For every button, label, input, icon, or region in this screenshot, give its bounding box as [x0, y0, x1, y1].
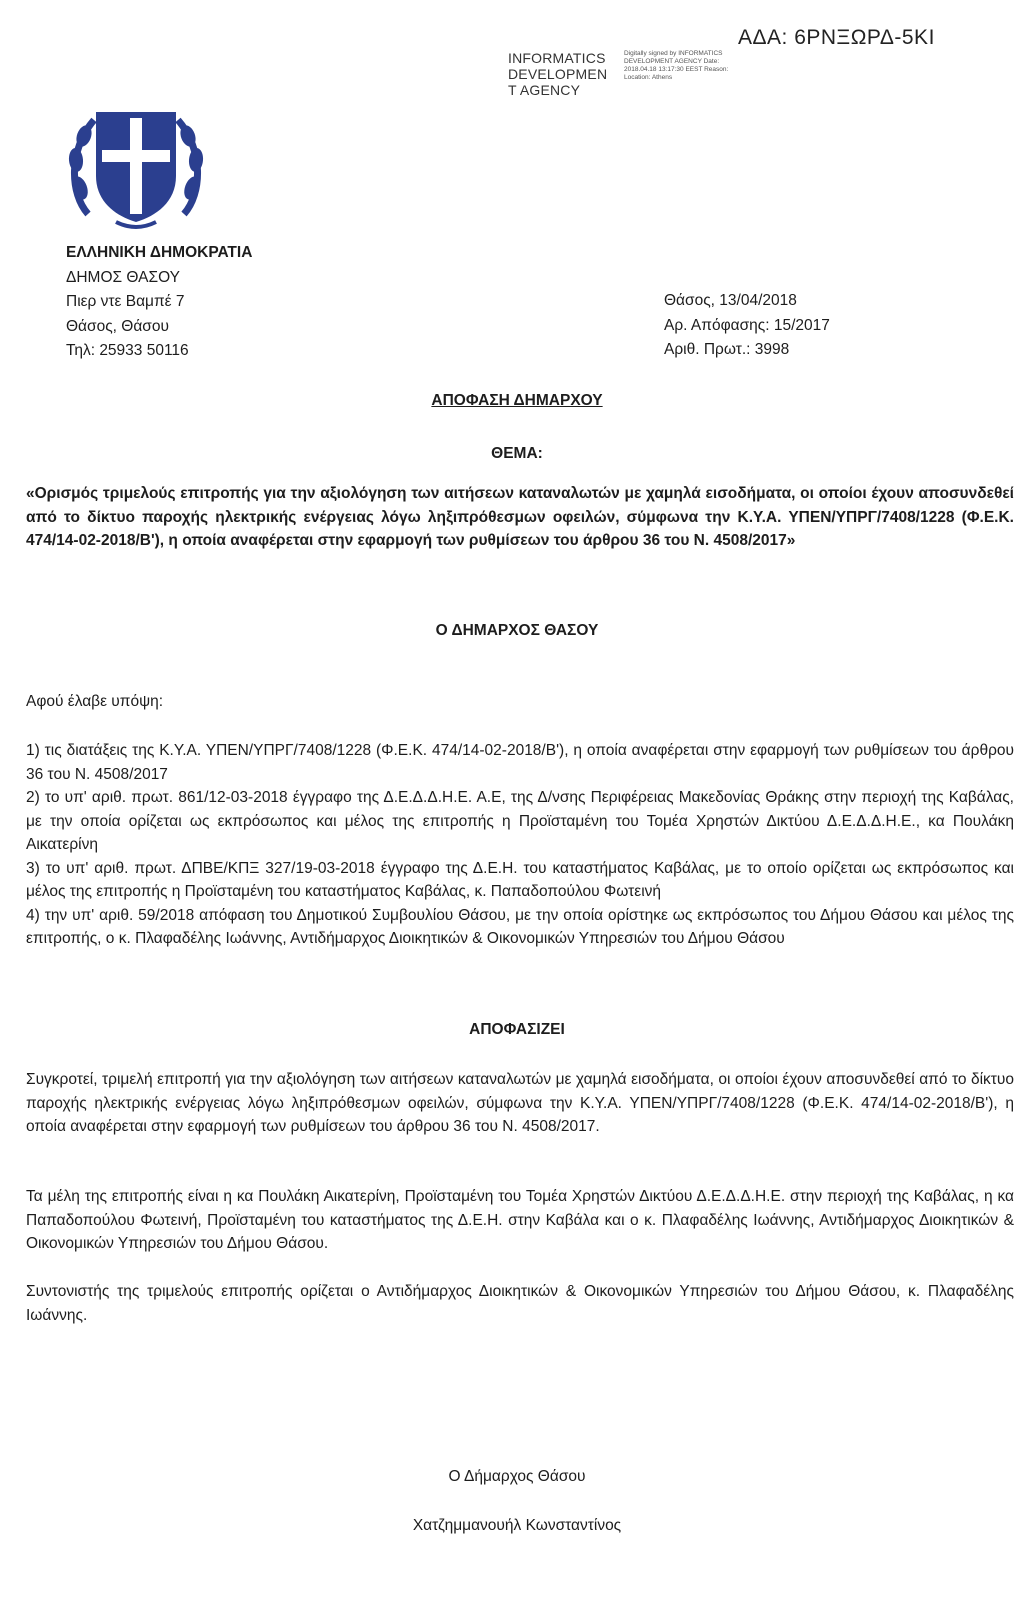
stamp-signature-details: Digitally signed by INFORMATICS DEVELOPMENT AGENCY Date: 2018.04.18 13:17:30 EEST Reason: Location: Athens: [624, 50, 729, 81]
republic-name: ΕΛΛΗΝΙΚΗ ΔΗΜΟΚΡΑΤΙΑ: [66, 244, 253, 261]
signature-title: Ο Δήμαρχος Θάσου: [448, 1468, 586, 1485]
protocol-number: Αριθ. Πρωτ.: 3998: [664, 341, 790, 358]
phone-line: Τηλ: 25933 50116: [66, 342, 189, 359]
document-date: Θάσος, 13/04/2018: [664, 292, 797, 309]
stamp-line: INFORMATICS: [508, 50, 606, 66]
decision-paragraph: Τα μέλη της επιτροπής είναι η κα Πουλάκη Αικατερίνη, Προϊσταμένη του Τομέα Χρηστών Δικτύου Δ.Ε.Δ.Δ.Η.Ε. στην περιοχή της Καβάλας, η κα Παπαδοπούλου Φωτεινή, Προϊσταμένη του καταστήματος της Δ.Ε.Η. στην Καβάλα και ο κ. Πλαφαδέλης Ιωάννης, Αντιδήμαρχος Διοικητικών & Οικονομικών Υπηρεσιών του Δήμου Θάσου.: [26, 1188, 1014, 1252]
decides-heading: ΑΠΟΦΑΣΙΖΕΙ: [469, 1021, 565, 1038]
city-line: Θάσος, Θάσου: [66, 317, 169, 335]
stamp-agency-name: [508, 50, 607, 98]
considering-label: Αφού έλαβε υπόψη:: [26, 693, 164, 710]
municipality-name: ΔΗΜΟΣ ΘΑΣΟΥ: [66, 268, 180, 286]
stamp-line: DEVELOPMEN: [508, 66, 608, 82]
list-item: 1) τις διατάξεις της Κ.Υ.Α. ΥΠΕΝ/ΥΠΡΓ/7408/1228 (Φ.Ε.Κ. 474/14-02-2018/Β'), η οποία αναφέρεται στην εφαρμογή των ρυθμίσεων του άρθρου 36 του Ν. 4508/2017: [26, 742, 1014, 783]
address-line: Πιερ ντε Βαμπέ 7: [66, 293, 185, 310]
subject-text: «Ορισμός τριμελούς επιτροπής για την αξιολόγηση των αιτήσεων καταναλωτών με χαμηλά εισοδήματα, οι οποίοι έχουν αποσυνδεθεί από το δίκτυο παροχής ηλεκτρικής ενέργειας λόγω ληξιπρόθεσμων οφειλών, σύμφωνα την Κ.Υ.Α. ΥΠΕΝ/ΥΠΡΓ/7408/1228 (Φ.Ε.Κ. 474/14-02-2018/Β'), η οποία αναφέρεται στην εφαρμογή των ρυθμίσεων του άρθρου 36 του Ν. 4508/2017»: [26, 485, 1014, 549]
list-item: 2) το υπ' αριθ. πρωτ. 861/12-03-2018 έγγραφο της Δ.Ε.Δ.Δ.Η.Ε. Α.Ε, της Δ/νσης Περιφέρειας Μακεδονίας Θράκης στην περιοχή της Καβάλας, με την οποία ορίζεται ως εκπρόσωπος και μέλος της επιτροπής η Προϊσταμένη του Τομέα Χρηστών Δικτύου Δ.Ε.Δ.Δ.Η.Ε., κα Πουλάκη Αικατερίνη: [26, 789, 1014, 853]
greek-coat-of-arms-icon: [66, 98, 206, 232]
decision-title: [0, 392, 1034, 410]
decision-title-text: ΑΠΟΦΑΣΗ ΔΗΜΑΡΧΟΥ: [431, 392, 603, 409]
decision-number: Αρ. Απόφασης: 15/2017: [664, 316, 830, 334]
ada-code: ΑΔΑ: 6ΡΝΞΩΡΔ-5ΚΙ: [738, 26, 935, 49]
subject-heading: ΘΕΜΑ:: [491, 445, 543, 462]
considerations-list: [26, 739, 1014, 951]
signature-name: Χατζημμανουήλ Κωνσταντίνος: [412, 1517, 622, 1534]
digital-signature-stamp: [508, 50, 748, 116]
decision-paragraph: Συντονιστής της τριμελούς επιτροπής ορίζεται ο Αντιδήμαρχος Διοικητικών & Οικονομικών Υπηρεσιών του Δήμου Θάσου, κ. Πλαφαδέλης Ιωάννης.: [26, 1283, 1014, 1324]
reference-block: [664, 289, 830, 363]
mayor-heading: Ο ΔΗΜΑΡΧΟΣ ΘΑΣΟΥ: [435, 622, 599, 639]
list-item: 4) την υπ' αριθ. 59/2018 απόφαση του Δημοτικού Συμβουλίου Θάσου, με την οποία ορίστηκε ως εκπρόσωπος του Δήμου Θάσου και μέλος της επιτροπής, ο κ. Πλαφαδέλης Ιωάννης, Αντιδήμαρχος Διοικητικών & Οικονομικών Υπηρεσιών του Δήμου Θάσου: [26, 906, 1014, 947]
list-item: 3) το υπ' αριθ. πρωτ. ΔΠΒΕ/ΚΠΞ 327/19-03-2018 έγγραφο της Δ.Ε.Η. του καταστήματος Καβάλας, με το οποίο ορίζεται ως εκπρόσωπος και μέλος της επιτροπής η Προϊσταμένη του καταστήματος Καβάλας, κ. Παπαδοπούλου Φωτεινή: [26, 859, 1014, 900]
stamp-line: T AGENCY: [508, 82, 581, 98]
issuer-block: [66, 241, 252, 364]
decision-paragraph: Συγκροτεί, τριμελή επιτροπή για την αξιολόγηση των αιτήσεων καταναλωτών με χαμηλά εισοδήματα, οι οποίοι έχουν αποσυνδεθεί από το δίκτυο παροχής ηλεκτρικής ενέργειας λόγω ληξιπρόθεσμων οφειλών, σύμφωνα την Κ.Υ.Α. ΥΠΕΝ/ΥΠΡΓ/7408/1228 (Φ.Ε.Κ. 474/14-02-2018/Β'), η οποία αναφέρεται στην εφαρμογή των ρυθμίσεων του άρθρου 36 του Ν. 4508/2017.: [26, 1071, 1014, 1135]
